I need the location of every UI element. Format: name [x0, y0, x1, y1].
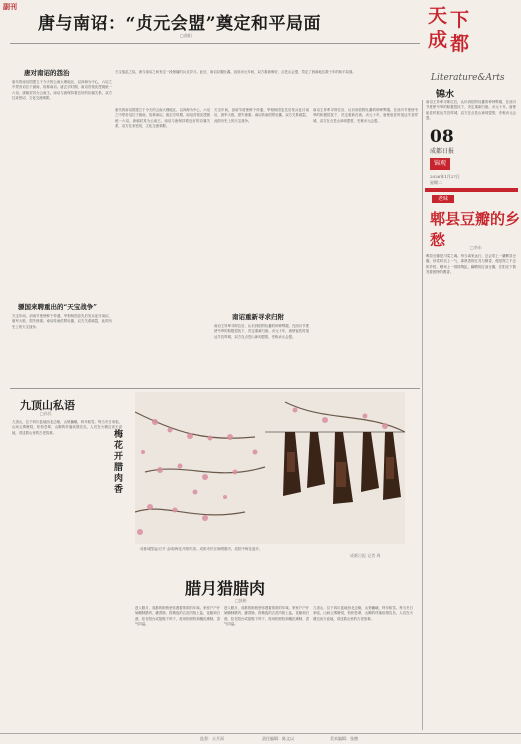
section-heading: 腊月猎腊肉: [185, 579, 266, 598]
section-heading: 九顶山私语: [20, 399, 75, 412]
section-heading: 南诏重新寻求归附: [232, 313, 284, 321]
brand-char: 成: [428, 29, 448, 51]
issue-date: 2026年1月27日: [430, 174, 460, 179]
article-text: 南诏王异牟寻即位后，认识到依附吐蕃的种种弊端，在西川节度使韦皋的积极招抚下，决定重新归唐。贞元十年，唐使崔佐时抵达羊苴咩城，双方在点苍山神祠盟誓，史称贞元会盟。: [214, 324, 309, 339]
article-text: 郫县豆瓣是川菜之魂。每当离家远行，总会带上一罐郫县豆瓣，炒菜时舀上一勺，那熟悉的红亮与醇香，便是挥之不去的乡愁。晒场上一排排陶缸，翻晒的红油豆瓣，在阳光下散发着独特的酱香。: [426, 254, 516, 274]
photo-credit: 成都日报 记者 周: [350, 553, 381, 558]
article-text: 天宝年间，剑南节度使鲜于仲通、宰相杨国忠先后发兵征讨南诏，唐军大败，损失惨重。南诏转而依附吐蕃，双方关系破裂，此即历史上的天宝战争。: [12, 314, 112, 329]
headline-byline: □曲阳: [180, 33, 192, 38]
column-name: 锦水: [436, 90, 455, 100]
photo-vertical-title: 梅花开 腊肉香: [114, 430, 124, 495]
article-text: 天宝年间，剑南节度使鲜于仲通、宰相杨国忠先后发兵征讨南诏，唐军大败，损失惨重。南诏转而依附吐蕃，双方关系破裂，此即历史上的天宝战争。: [214, 108, 309, 123]
issue-weekday: 星期二: [430, 180, 442, 185]
footer-editor: 责任编辑：陈文以: [262, 736, 294, 741]
article-text: 唐代的南诏国建立于今天的云南大理地区，以洱海为中心，六诏之中蒙舍诏位于最南，故称南诏。唐玄宗时期，南诏首领皮逻阁统一六诏，唐朝封其为云南王。南诏与唐保持着良好的臣属关系，双方往来密切，文化交流频繁。: [115, 108, 210, 128]
brand-char: 天: [428, 5, 448, 27]
author-byline: □孙民: [40, 411, 52, 416]
divider: [10, 43, 420, 44]
photo-illustration: [135, 392, 405, 544]
paper-name: 成都日报: [430, 148, 455, 155]
article-text: 九顶山，位于四川盆地西北边缘，山势巍峨，终年积雪。每当冬日来临，山间云雾缭绕，松柏苍翠，山脚的村落炊烟袅袅，人们在火塘边谈天说地，讲述着山里的古老故事。: [12, 420, 122, 435]
divider: [10, 388, 420, 389]
footer-art-editor: 美术编辑：张德: [330, 736, 358, 741]
brand-char: 下: [450, 9, 470, 31]
author-byline: □凯彬: [235, 598, 247, 603]
article-text: 南诏王异牟寻即位后，认识到依附吐蕃的种种弊端，在西川节度使韦皋的积极招抚下，决定重新归唐。贞元十年，唐使崔佐时抵达羊苴咩城，双方在点苍山神祠盟誓，史称贞元会盟。: [313, 108, 418, 123]
section-tag: 副刊: [3, 2, 17, 11]
intro-paragraph: 天宝战乱之际，唐与南诏之间有过一段惨痛的兵戈岁月。此后，南诏臣服吐蕃。直到贞元年间，双方重新修好，点苍山会盟，奠定了西南地区数十年的和平局面。: [115, 70, 356, 74]
accent-band: [425, 188, 518, 192]
article-text: 九顶山，位于四川盆地西北边缘，山势巍峨，终年积雪。每当冬日来临，山间云雾缭绕，松柏苍翠，山脚的村落炊烟袅袅，人们在火塘边谈天说地，讲述着山里的古老故事。: [313, 606, 413, 621]
section-heading: 骠国来聘重出的“天宝战争”: [18, 303, 97, 311]
sidebar-heading: 郫县豆瓣的乡愁: [430, 210, 521, 249]
brand-char: 都: [450, 33, 470, 55]
article-text: 南诏王异牟寻即位后，认识到依附吐蕃的种种弊端，在西川节度使韦皋的积极招抚下，决定重新归唐。贞元十年，唐使崔佐时抵达羊苴咩城，双方在点苍山神祠盟誓，史称贞元会盟。: [426, 100, 516, 120]
article-text: 进入腊月，成都的街巷里弥漫着浓浓的年味。家家户户开始腌制腊肉、灌香肠，将精选的五花肉抹上盐、花椒和白酒，挂在阳台或屋檐下风干，再用柏树枝和橘皮熏制，香气四溢。: [135, 606, 220, 626]
article-text: 唐代的南诏国建立于今天的云南大理地区，以洱海为中心，六诏之中蒙舍诏位于最南，故称南诏。唐玄宗时期，南诏首领皮逻阁统一六诏，唐朝封其为云南王。南诏与唐保持着良好的臣属关系，双方往来密切，文化交流频繁。: [12, 80, 112, 100]
author-byline: □李东: [470, 245, 482, 250]
page-headline: 唐与南诏：“贞元会盟”奠定和平局面: [38, 14, 322, 34]
brand-logo: [428, 7, 488, 65]
divider: [422, 100, 423, 730]
section-heading: 唐对南诏的怨治: [24, 69, 70, 77]
plum-blossom-cured-meat-photo: [135, 392, 405, 544]
footer-supervisor: 监督：丘月雨: [200, 736, 224, 741]
photo-caption: 成都城隍庙/百节·金城/梅花开腊肉香。成都市民在晾晒腊肉，庭院中梅花盛开。: [140, 547, 263, 551]
article-text: 进入腊月，成都的街巷里弥漫着浓浓的年味。家家户户开始腌制腊肉、灌香肠，将精选的五花肉抹上盐、花椒和白酒，挂在阳台或屋檐下风干，再用柏树枝和橘皮熏制，香气四溢。: [224, 606, 309, 626]
seal-stamp: 锦观: [430, 158, 450, 170]
column-tag: 老味: [432, 195, 454, 203]
page-number: 08: [430, 127, 454, 147]
page-footer: [0, 733, 521, 744]
brand-subtitle: Literature&Arts: [431, 73, 505, 83]
